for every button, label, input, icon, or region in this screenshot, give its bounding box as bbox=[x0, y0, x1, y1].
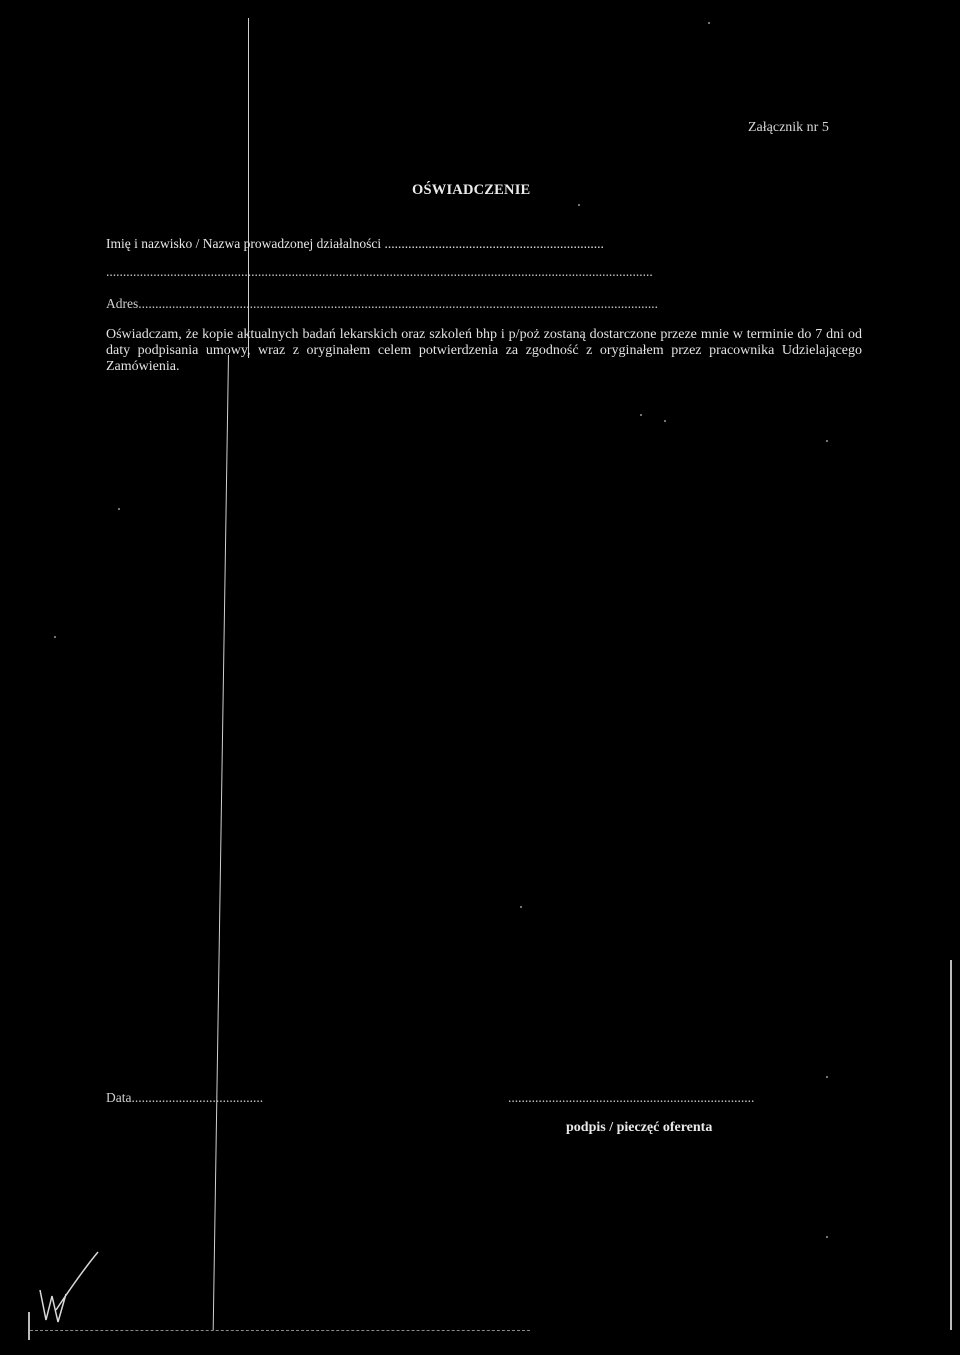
address-line bbox=[106, 296, 658, 312]
scan-speck bbox=[578, 204, 580, 206]
statement-paragraph: Oświadczam, że kopie aktualnych badań lekarskich oraz szkoleń bhp i p/poż zostaną dostarczone przeze mnie w terminie do 7 dni od daty podpisania umowy, wraz z oryginałem celem potwierdzenia za zgodność z oryginałem przez pracownika Udzielającego Zamówienia. bbox=[106, 327, 862, 374]
attachment-label: Załącznik nr 5 bbox=[748, 120, 829, 135]
address-label: Adres bbox=[106, 296, 139, 311]
date-field-line bbox=[106, 1090, 263, 1106]
scan-speck bbox=[826, 1236, 828, 1238]
signature-caption: podpis / pieczęć oferenta bbox=[566, 1120, 713, 1135]
scan-speck bbox=[640, 414, 642, 416]
name-field-label: Imię i nazwisko / Nazwa prowadzonej działalności bbox=[106, 236, 385, 251]
date-dots: ....................................... bbox=[131, 1090, 264, 1105]
scan-speck bbox=[520, 906, 522, 908]
scan-speck bbox=[54, 636, 56, 638]
document-title: OŚWIADCZENIE bbox=[412, 182, 531, 198]
scan-artifact-bottom bbox=[30, 1330, 530, 1331]
address-dots: .......................................................................................................................................................... bbox=[138, 296, 658, 311]
scan-speck bbox=[826, 440, 828, 442]
continuation-dots: .................................................................................................................................................................. bbox=[106, 264, 653, 279]
signature-dots: ......................................................................... bbox=[508, 1090, 755, 1105]
name-field-line bbox=[106, 236, 604, 252]
name-field-dots: ................................................................. bbox=[384, 236, 604, 251]
scan-speck bbox=[826, 1076, 828, 1078]
scan-speck bbox=[118, 508, 120, 510]
scan-line-bottom bbox=[213, 355, 229, 1330]
page-edge-right bbox=[950, 960, 952, 1330]
date-label: Data bbox=[106, 1090, 132, 1105]
scan-speck bbox=[708, 22, 710, 24]
page-edge-mark bbox=[28, 1312, 30, 1340]
scan-speck bbox=[664, 420, 666, 422]
handwritten-signature bbox=[36, 1250, 106, 1330]
